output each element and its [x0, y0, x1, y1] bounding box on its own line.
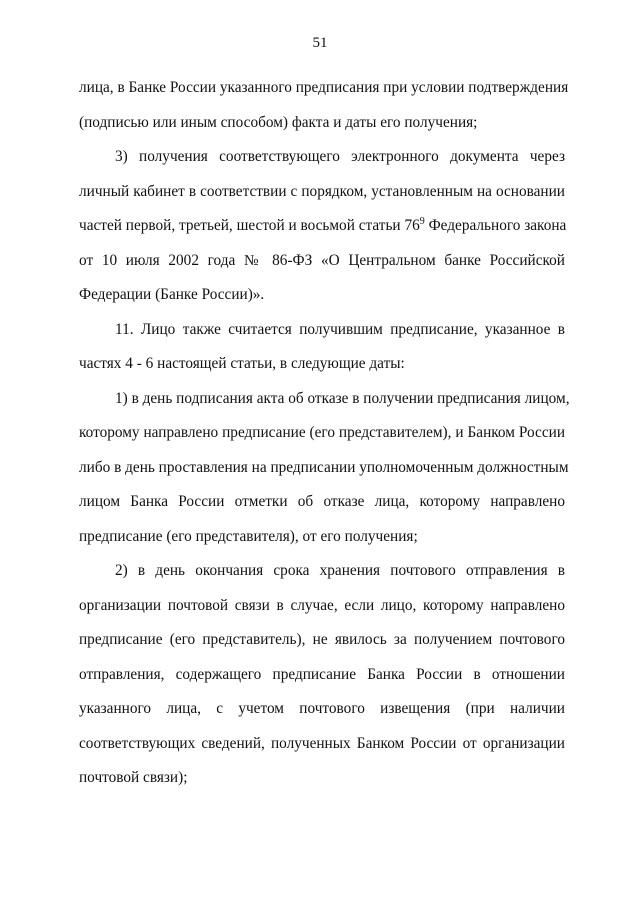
- text-fragment: частей первой, третьей, шестой и восьмой статьи 76: [79, 217, 420, 234]
- text-line: личный кабинет в соответствии с порядком, установленным на основании: [79, 182, 565, 200]
- paragraph-item-3: [79, 144, 565, 317]
- text-line: предписание (его представителя), от его получения;: [79, 527, 418, 545]
- text-line: частях 4 - 6 настоящей статьи, в следующие даты:: [79, 355, 405, 372]
- page-number: 51: [312, 35, 328, 51]
- text-line: (подписью или иным способом) факта и даты его получения;: [79, 113, 478, 131]
- text-line: предписание (его представитель), не явилось за получением почтового: [79, 631, 565, 648]
- text-line: указанного лица, с учетом почтового извещения (при наличии: [79, 700, 565, 717]
- text-line-with-superscript: [79, 213, 565, 248]
- text-line: которому направлено предписание (его представителем), и Банком России: [79, 424, 565, 441]
- paragraph-continuation: [79, 75, 569, 144]
- text-line: организации почтовой связи в случае, если лицо, которому направлено: [79, 596, 565, 614]
- text-line: 2) в день окончания срока хранения почтового отправления в: [115, 562, 565, 579]
- text-line: соответствующих сведений, полученных Банком России от организации: [79, 734, 565, 752]
- text-line: либо в день проставления на предписании уполномоченным должностным: [79, 458, 569, 476]
- paragraph-item-2: [79, 558, 565, 800]
- text-line: 1) в день подписания акта об отказе в получении предписания лицом,: [115, 389, 570, 407]
- document-body: [79, 75, 570, 800]
- text-line: почтовой связи);: [79, 769, 188, 786]
- paragraph-item-1: [79, 386, 570, 559]
- paragraph-section-11: [79, 317, 565, 386]
- text-line: 3) получения соответствующего электронного документа через: [115, 148, 565, 165]
- text-line: 11. Лицо также считается получившим предписание, указанное в: [115, 320, 565, 338]
- text-line: отправления, содержащего предписание Банка России в отношении: [79, 665, 565, 683]
- text-line: лица, в Банке России указанного предписания при условии подтверждения: [79, 79, 569, 96]
- text-line: от 10 июля 2002 года № 86-ФЗ «О Центральном банке Российской: [79, 251, 565, 269]
- text-fragment: Федерального закона: [424, 217, 567, 234]
- superscript: 9: [419, 216, 425, 227]
- text-line: Федерации (Банке России)».: [79, 286, 265, 303]
- text-line: лицом Банка России отметки об отказе лица, которому направлено: [79, 493, 565, 510]
